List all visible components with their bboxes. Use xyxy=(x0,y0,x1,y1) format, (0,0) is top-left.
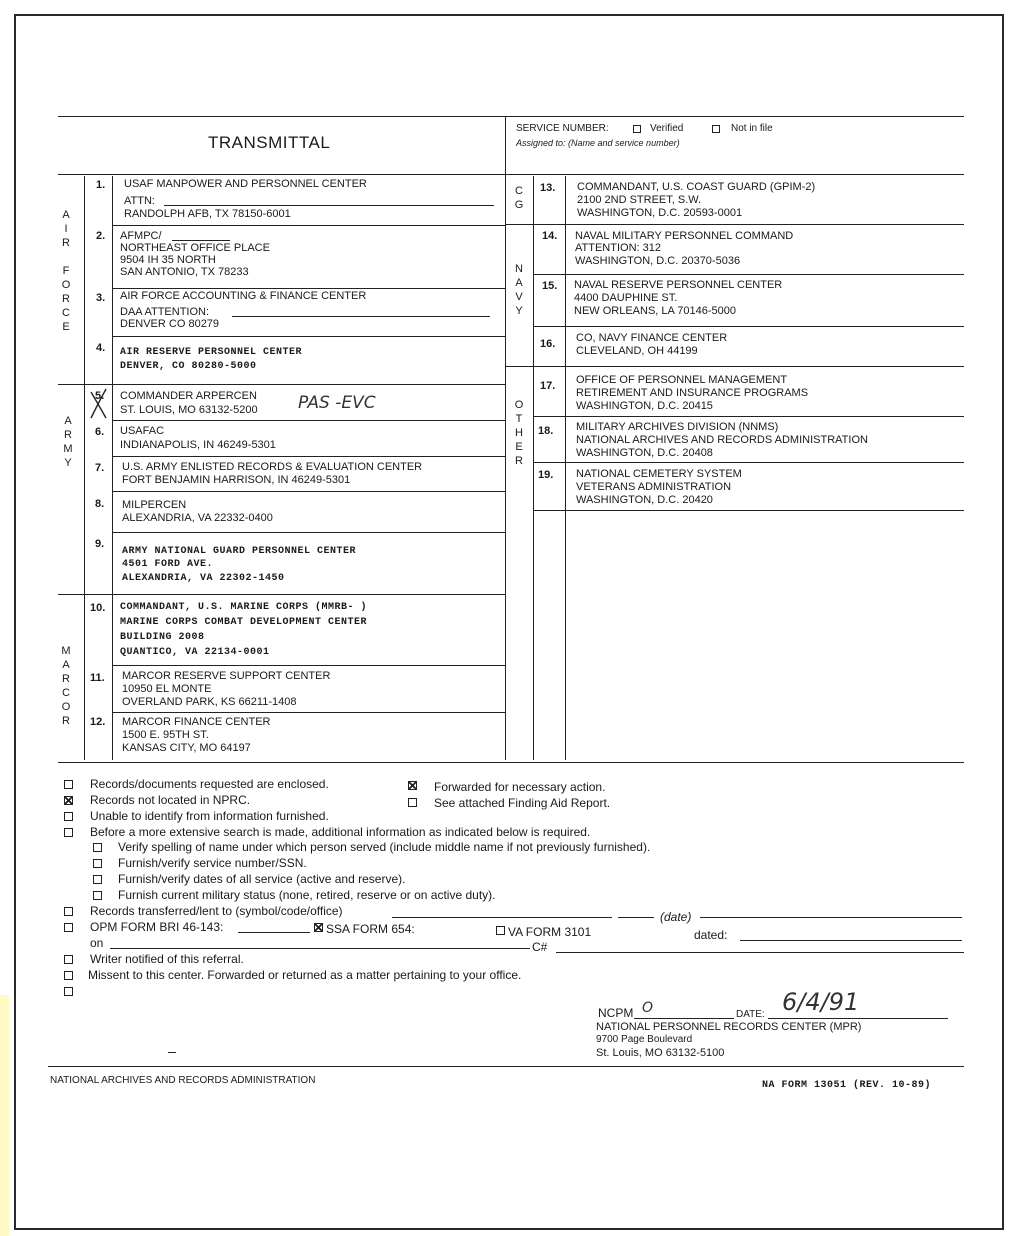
service-number-label: SERVICE NUMBER: xyxy=(516,123,609,134)
form-title: TRANSMITTAL xyxy=(208,133,331,152)
entry-number: 14. xyxy=(542,230,558,242)
left-number-divider xyxy=(112,176,113,760)
writer-notified-checkbox[interactable] xyxy=(64,955,73,964)
entry-line: RANDOLPH AFB, TX 78150-6001 xyxy=(124,208,291,220)
entry-line: 1500 E. 95TH ST. xyxy=(122,729,209,741)
furnish-ssn-label: Furnish/verify service number/SSN. xyxy=(118,856,307,870)
forwarded-label: Forwarded for necessary action. xyxy=(434,780,606,794)
handwritten-ncpm-initial: O xyxy=(642,1000,654,1016)
entry-line: BUILDING 2008 xyxy=(120,632,205,643)
verify-spelling-label: Verify spelling of name under which person served (include middle name if not previously furnished). xyxy=(118,840,651,854)
transferred-fill-line-2[interactable] xyxy=(618,917,654,918)
entry-rule xyxy=(84,384,505,385)
entry-line: 10950 EL MONTE xyxy=(122,683,212,695)
furnish-status-checkbox[interactable] xyxy=(93,891,102,900)
opm-form-label: OPM FORM BRI 46-143: xyxy=(90,920,224,934)
extensive-search-label: Before a more extensive search is made, additional information as indicated below is required. xyxy=(90,825,591,839)
furnish-dates-label: Furnish/verify dates of all service (active and reserve). xyxy=(118,872,406,886)
entry-line: CLEVELAND, OH 44199 xyxy=(576,345,698,357)
entry-rule xyxy=(112,288,505,289)
right-number-divider xyxy=(565,176,566,760)
entry-rule xyxy=(112,491,505,492)
entry-line: VETERANS ADMINISTRATION xyxy=(576,481,732,493)
entry-rule xyxy=(112,712,505,713)
entry-line: DENVER CO 80279 xyxy=(120,318,220,330)
verified-label: Verified xyxy=(650,123,684,134)
entry-rule xyxy=(533,416,964,417)
c-number-fill-line[interactable] xyxy=(556,952,964,953)
right-group-divider xyxy=(533,176,534,760)
unable-identify-label: Unable to identify from information furnished. xyxy=(90,809,329,823)
header-top-rule xyxy=(58,116,964,117)
group-label-navy: N A V Y xyxy=(515,263,523,317)
attn-fill-line[interactable] xyxy=(164,205,494,206)
entry-line: WASHINGTON, D.C. 20593-0001 xyxy=(577,207,743,219)
left-header-rule xyxy=(58,174,505,175)
not-in-file-label: Not in file xyxy=(731,123,773,134)
entry-line: DENVER, CO 80280-5000 xyxy=(120,361,257,372)
not-located-label: Records not located in NPRC. xyxy=(90,793,251,807)
transferred-label: Records transferred/lent to (symbol/code/office) xyxy=(90,904,343,918)
dated-fill-line[interactable] xyxy=(740,940,962,941)
entry-line: KANSAS CITY, MO 64197 xyxy=(122,742,251,754)
entry-line: INDIANAPOLIS, IN 46249-5301 xyxy=(120,439,276,451)
ssa-form-label: SSA FORM 654: xyxy=(326,922,415,936)
entry-rule xyxy=(533,274,964,275)
not-located-checkbox[interactable] xyxy=(64,796,73,805)
entry-rule xyxy=(533,366,964,367)
entry-number: 9. xyxy=(95,538,105,550)
entry-rule xyxy=(112,456,505,457)
assigned-to-label: Assigned to: (Name and service number) xyxy=(516,138,680,148)
date-fill-line-sig[interactable] xyxy=(768,1018,948,1019)
entry-line: COMMANDER ARPERCEN xyxy=(120,390,257,402)
records-center-street: 9700 Page Boulevard xyxy=(596,1034,693,1045)
entry-line: COMMANDANT, U.S. MARINE CORPS (MMRB- ) xyxy=(120,602,368,613)
entry-line: MILPERCEN xyxy=(122,499,187,511)
entries-bottom-rule xyxy=(58,762,964,763)
enclosed-label: Records/documents requested are enclosed. xyxy=(90,777,329,791)
entry-line: DAA ATTENTION: xyxy=(120,306,210,318)
ncpm-label: NCPM xyxy=(598,1006,634,1020)
entry-line: WASHINGTON, D.C. 20408 xyxy=(576,447,713,459)
finding-aid-label: See attached Finding Aid Report. xyxy=(434,796,611,810)
handwritten-date: 6/4/91 xyxy=(782,988,860,1016)
entry-line: ATTENTION: 312 xyxy=(575,242,661,254)
footer-agency: NATIONAL ARCHIVES AND RECORDS ADMINISTRATION xyxy=(50,1075,316,1086)
entry-line: ALEXANDRIA, VA 22302-1450 xyxy=(122,573,285,584)
c-number-label: C# xyxy=(532,940,548,954)
date-fill-line[interactable] xyxy=(700,917,962,918)
opm-form-checkbox[interactable] xyxy=(64,923,73,932)
group-label-other: O T H E R xyxy=(514,399,524,467)
transferred-fill-line[interactable] xyxy=(392,917,612,918)
entry-rule xyxy=(112,225,505,226)
dated-label: dated: xyxy=(694,928,728,942)
entry-number: 18. xyxy=(538,425,554,437)
extensive-search-checkbox[interactable] xyxy=(64,828,73,837)
entry-number: 5. xyxy=(95,390,105,402)
records-center-city: St. Louis, MO 63132-5100 xyxy=(596,1047,725,1059)
furnish-dates-checkbox[interactable] xyxy=(93,875,102,884)
entry-line: MARCOR RESERVE SUPPORT CENTER xyxy=(122,670,331,682)
unable-identify-checkbox[interactable] xyxy=(64,812,73,821)
entry-line: U.S. ARMY ENLISTED RECORDS & EVALUATION CENTER xyxy=(122,461,423,473)
entry-number: 17. xyxy=(540,380,556,392)
entry-number: 12. xyxy=(90,716,106,728)
entry-line: OFFICE OF PERSONNEL MANAGEMENT xyxy=(576,374,788,386)
afmpc-fill-line[interactable] xyxy=(172,240,230,241)
army-group-rule xyxy=(58,594,86,595)
entry-line: WASHINGTON, D.C. 20370-5036 xyxy=(575,255,741,267)
group-label-army: A R M Y xyxy=(63,415,73,469)
entry-number: 16. xyxy=(540,338,556,350)
va-form-checkbox[interactable] xyxy=(496,926,505,935)
furnish-ssn-checkbox[interactable] xyxy=(93,859,102,868)
handwritten-pas-evc: PAS -EVC xyxy=(298,393,376,413)
entry-line: SAN ANTONIO, TX 78233 xyxy=(120,266,249,278)
entry-line: RETIREMENT AND INSURANCE PROGRAMS xyxy=(576,387,809,399)
on-fill-line[interactable] xyxy=(110,948,530,949)
entry-line: AFMPC/ xyxy=(120,230,162,242)
entry-line: MILITARY ARCHIVES DIVISION (NNMS) xyxy=(576,421,779,433)
entry-line: AIR RESERVE PERSONNEL CENTER xyxy=(120,347,303,358)
date-sig-label: DATE: xyxy=(736,1009,765,1020)
entry-line: FORT BENJAMIN HARRISON, IN 46249-5301 xyxy=(122,474,351,486)
handwritten-check-mark xyxy=(88,386,110,420)
finding-aid-checkbox[interactable] xyxy=(408,798,417,807)
entry-line: MARCOR FINANCE CENTER xyxy=(122,716,271,728)
entry-line: USAFAC xyxy=(120,425,165,437)
entry-line: ST. LOUIS, MO 63132-5200 xyxy=(120,404,258,416)
entry-rule xyxy=(112,420,505,421)
entry-line: NATIONAL ARCHIVES AND RECORDS ADMINISTRATION xyxy=(576,434,868,446)
entry-line: QUANTICO, VA 22134-0001 xyxy=(120,647,270,658)
right-header-rule xyxy=(505,174,964,175)
entry-line: OVERLAND PARK, KS 66211-1408 xyxy=(122,696,297,708)
entry-line: WASHINGTON, D.C. 20415 xyxy=(576,400,713,412)
on-label: on xyxy=(90,936,104,950)
missent-checkbox[interactable] xyxy=(64,971,73,980)
center-divider xyxy=(505,116,506,760)
entry-number: 15. xyxy=(542,280,558,292)
entry-number: 1. xyxy=(96,179,106,191)
entry-number: 3. xyxy=(96,292,106,304)
entry-rule xyxy=(112,336,505,337)
entry-line: NEW ORLEANS, LA 70146-5000 xyxy=(574,305,737,317)
entry-rule xyxy=(112,665,505,666)
entry-number: 2. xyxy=(96,230,106,242)
ssa-form-checkbox[interactable] xyxy=(314,923,323,932)
entry-number: 6. xyxy=(95,426,105,438)
entry-line: CO, NAVY FINANCE CENTER xyxy=(576,332,728,344)
verify-spelling-checkbox[interactable] xyxy=(93,843,102,852)
entry-number: 10. xyxy=(90,602,106,614)
entry-line: NORTHEAST OFFICE PLACE xyxy=(120,242,270,254)
cg-group-rule xyxy=(505,224,535,225)
stray-mark xyxy=(168,1052,176,1053)
blank-checkbox[interactable] xyxy=(64,987,73,996)
verified-checkbox[interactable] xyxy=(633,125,641,133)
entry-number: 8. xyxy=(95,498,105,510)
entry-number: 4. xyxy=(96,342,106,354)
entry-line: 4501 FORD AVE. xyxy=(122,559,214,570)
navy-group-rule xyxy=(505,366,535,367)
furnish-status-label: Furnish current military status (none, retired, reserve or on active duty). xyxy=(118,888,496,902)
entry-line: NAVAL RESERVE PERSONNEL CENTER xyxy=(574,279,783,291)
entry-rule xyxy=(533,326,964,327)
enclosed-checkbox[interactable] xyxy=(64,780,73,789)
ncpm-fill-line[interactable] xyxy=(634,1018,734,1019)
left-group-divider xyxy=(84,176,85,760)
entry-rule xyxy=(112,532,505,533)
entry-number: 13. xyxy=(540,182,556,194)
entry-number: 11. xyxy=(90,672,105,684)
group-label-air-force: A I R F O R C E xyxy=(61,209,71,333)
entry-number: 7. xyxy=(95,462,105,474)
entry-line: AIR FORCE ACCOUNTING & FINANCE CENTER xyxy=(120,290,367,302)
entry-line: 4400 DAUPHINE ST. xyxy=(574,292,678,304)
entry-line: WASHINGTON, D.C. 20420 xyxy=(576,494,713,506)
entry-rule xyxy=(533,510,964,511)
entry-line: NAVAL MILITARY PERSONNEL COMMAND xyxy=(575,230,794,242)
scan-margin-strip xyxy=(0,995,9,1236)
footer-form-number: NA FORM 13051 (REV. 10-89) xyxy=(762,1080,932,1091)
daa-attention-fill-line[interactable] xyxy=(232,316,490,317)
group-label-marcor: M A R C O R xyxy=(61,645,71,727)
entry-number: 19. xyxy=(538,469,554,481)
entry-line: 2100 2ND STREET, S.W. xyxy=(577,194,702,206)
missent-label: Missent to this center. Forwarded or returned as a matter pertaining to your office. xyxy=(88,968,522,982)
entry-line: USAF MANPOWER AND PERSONNEL CENTER xyxy=(124,178,367,190)
not-in-file-checkbox[interactable] xyxy=(712,125,720,133)
entry-line: COMMANDANT, U.S. COAST GUARD (GPIM-2) xyxy=(577,181,816,193)
entry-line: 9504 IH 35 NORTH xyxy=(120,254,216,266)
writer-notified-label: Writer notified of this referral. xyxy=(90,952,244,966)
transferred-checkbox[interactable] xyxy=(64,907,73,916)
forwarded-checkbox[interactable] xyxy=(408,781,417,790)
entry-line: ATTN: xyxy=(124,195,155,207)
va-form-label: VA FORM 3101 xyxy=(508,925,592,939)
footer-rule xyxy=(48,1066,964,1067)
entry-line: NATIONAL CEMETERY SYSTEM xyxy=(576,468,742,480)
entry-rule xyxy=(84,594,505,595)
air-force-group-rule xyxy=(58,384,86,385)
opm-form-fill-line[interactable] xyxy=(238,932,310,933)
entry-line: ARMY NATIONAL GUARD PERSONNEL CENTER xyxy=(122,546,357,557)
date-label: (date) xyxy=(660,910,692,924)
records-center-name: NATIONAL PERSONNEL RECORDS CENTER (MPR) xyxy=(596,1021,862,1033)
entry-rule xyxy=(533,224,964,225)
entry-line: MARINE CORPS COMBAT DEVELOPMENT CENTER xyxy=(120,617,368,628)
entry-line: ALEXANDRIA, VA 22332-0400 xyxy=(122,512,273,524)
entry-rule xyxy=(533,462,964,463)
group-label-cg: C G xyxy=(514,185,524,211)
